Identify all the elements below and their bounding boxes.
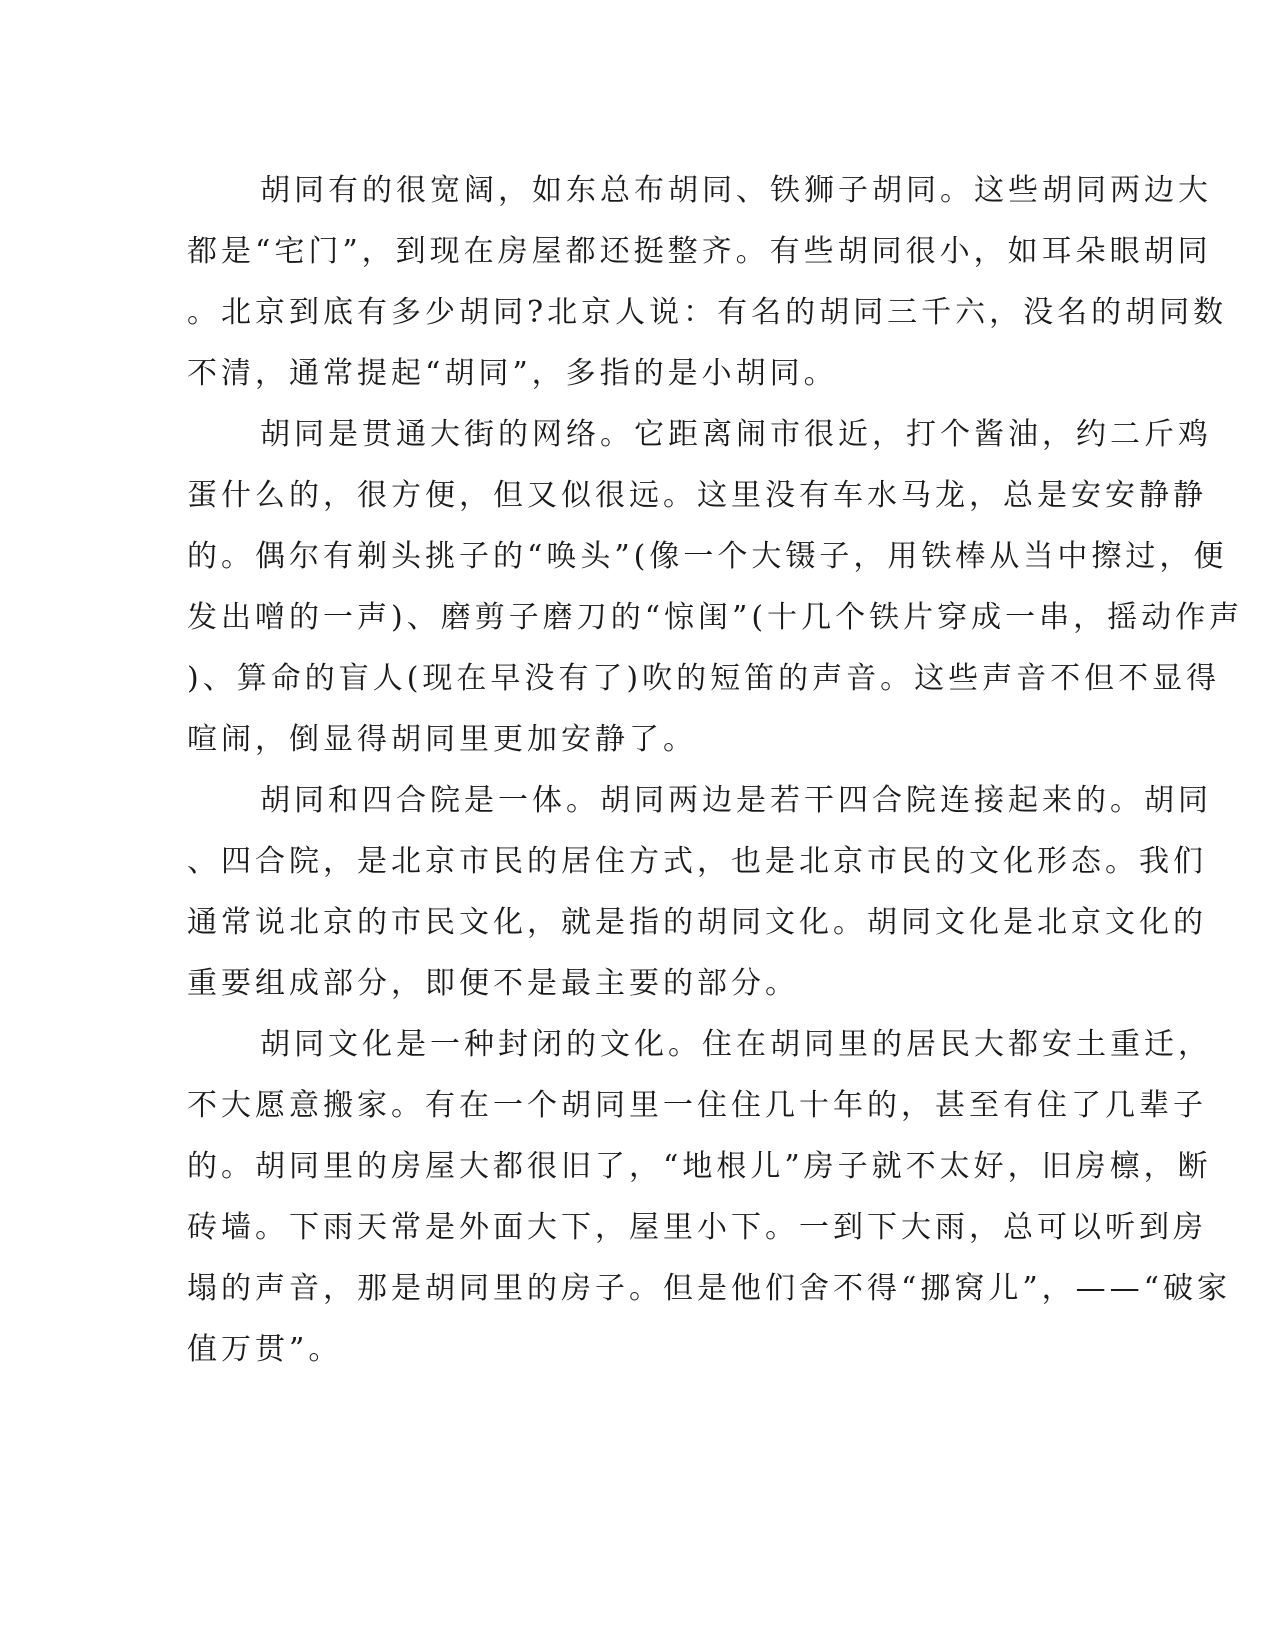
paragraph-line: 的。偶尔有剃头挑子的“唤头”(像一个大镊子，用铁棒从当中擦过，便 — [187, 539, 1228, 574]
paragraph-1 — [187, 160, 1228, 404]
paragraph-3 — [187, 770, 1212, 1014]
paragraph-line: 的。胡同里的房屋大都很旧了，“地根儿”房子就不太好，旧房檩，断 — [187, 1149, 1212, 1184]
paragraph-line: 砖墙。下雨天常是外面大下，屋里小下。一到下大雨，总可以听到房 — [187, 1210, 1207, 1245]
paragraph-line: 喧闹，倒显得胡同里更加安静了。 — [187, 722, 697, 757]
paragraph-line: 胡同文化是一种封闭的文化。住在胡同里的居民大都安土重迁， — [260, 1027, 1212, 1062]
paragraph-line: 不大愿意搬家。有在一个胡同里一住住几十年的，甚至有住了几辈子 — [187, 1088, 1207, 1123]
paragraph-line: 值万贯”。 — [187, 1332, 343, 1367]
paragraph-2 — [187, 404, 1244, 770]
paragraph-line: 胡同是贯通大街的网络。它距离闹市很近，打个酱油，约二斤鸡 — [260, 417, 1212, 452]
paragraph-line: 发出噌的一声)、磨剪子磨刀的“惊闺”(十几个铁片穿成一串，摇动作声 — [187, 600, 1244, 635]
paragraph-line: 不清，通常提起“胡同”，多指的是小胡同。 — [187, 356, 838, 391]
paragraph-4 — [187, 1014, 1232, 1380]
paragraph-line: 蛋什么的，很方便，但又似很远。这里没有车水马龙，总是安安静静 — [187, 478, 1207, 513]
paragraph-line: 、四合院，是北京市民的居住方式，也是北京市民的文化形态。我们 — [187, 844, 1207, 879]
body-text — [187, 160, 1244, 1380]
paragraph-line: )、算命的盲人(现在早没有了)吹的短笛的声音。这些声音不但不显得 — [187, 661, 1221, 696]
paragraph-line: 重要组成部分，即便不是最主要的部分。 — [187, 966, 799, 1001]
paragraph-line: 通常说北京的市民文化，就是指的胡同文化。胡同文化是北京文化的 — [187, 905, 1207, 940]
paragraph-line: 胡同有的很宽阔，如东总布胡同、铁狮子胡同。这些胡同两边大 — [260, 173, 1212, 208]
paragraph-line: 胡同和四合院是一体。胡同两边是若干四合院连接起来的。胡同 — [260, 783, 1212, 818]
paragraph-line: 塌的声音，那是胡同里的房子。但是他们舍不得“挪窝儿”，——“破家 — [187, 1271, 1232, 1306]
paragraph-line: 。北京到底有多少胡同?北京人说：有名的胡同三千六，没名的胡同数 — [187, 295, 1228, 330]
paragraph-line: 都是“宅门”，到现在房屋都还挺整齐。有些胡同很小，如耳朵眼胡同 — [187, 234, 1212, 269]
